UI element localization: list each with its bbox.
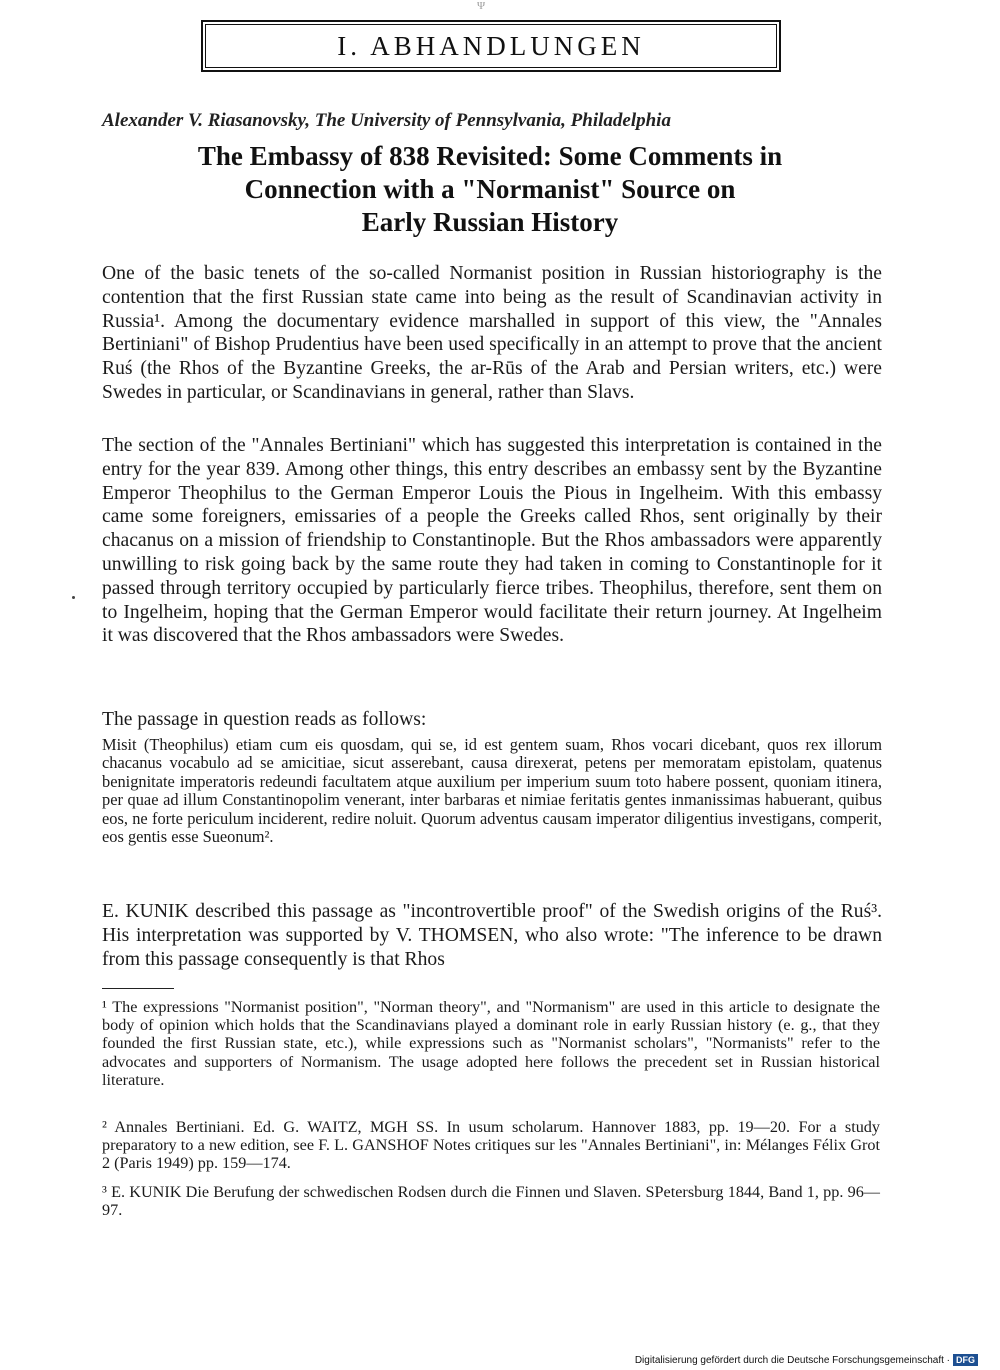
body-paragraph-1: One of the basic tenets of the so-called Normanist position in Russian historiography is the contention that the first Russian state came into being as the result of Scandinavian activity in Russia¹. Among the documentary evidence marshalled in support of this view, the "Annales Bertiniani" of Bishop Prudentius have been used specifically in an attempt to prove that the ancient Ruś (the Rhos of the Byzantine Greeks, the ar-Rūs of the Arab and Persian writers, etc.) were Swedes in particular, or Scandinavians in general, rather than Slavs. bbox=[102, 263, 882, 403]
footnote-1: ¹ The expressions "Normanist position", "Norman theory", and "Normanism" are used in this article to designate the body of opinion which holds that the Scandinavians played a dominant role in early Russian history (e. g., that they founded the first Russian state, etc.), while expressions such as "Normanist scholars", "Normanists" refer to the advocates and supporters of Normanism. The usage adopted here follows the precedent set in Russian historical literature. bbox=[102, 998, 880, 1089]
body-paragraph-4: E. KUNIK described this passage as "incontrovertible proof" of the Swedish origins of the Ruś³. His interpretation was supported by V. THOMSEN, who also wrote: "The inference to be drawn from this passage consequently is that Rhos bbox=[102, 901, 882, 970]
dfg-logo-icon: DFG bbox=[953, 1354, 978, 1366]
section-header-box bbox=[201, 20, 781, 72]
footnote-2: ² Annales Bertiniani. Ed. G. WAITZ, MGH SS. In usum scholarum. Hannover 1883, pp. 19—20. For a study preparatory to a new edition, see F. L. GANSHOF Notes critiques sur les "Annales Bertiniani", in: Mélanges Félix Grot 2 (Paris 1949) pp. 159—174. bbox=[102, 1118, 880, 1173]
footnote-divider bbox=[102, 988, 174, 989]
scan-speck bbox=[72, 596, 75, 599]
footnote-3: ³ E. KUNIK Die Berufung der schwedischen Rodsen durch die Finnen und Slaven. SPetersburg 1844, Band 1, pp. 96—97. bbox=[102, 1183, 880, 1220]
title-line-2: Connection with a "Normanist" Source on bbox=[244, 174, 736, 204]
scan-artifact-mark: Ψ bbox=[476, 0, 488, 12]
title-line-3: Early Russian History bbox=[361, 207, 619, 237]
article-title bbox=[95, 140, 885, 239]
body-paragraph-3: The passage in question reads as follows: bbox=[102, 709, 427, 730]
latin-quotation: Misit (Theophilus) etiam cum eis quosdam, qui se, id est gentem suam, Rhos vocari dicebant, quos rex illorum chacanus vocabulo ad se amicitiae, sicut asserebant, causa direxerat, petens per memoratam epistolam, quatenus benignitate imperatoris redeundi facultatem atque auxilium per imperium suum toto habere possent, quoniam itinera, per quae ad illum Constantinopolim venerant, inter barbaras et nimiae feritatis gentes inmanissimas habuerant, quibus eos, ne forte periculum inciderent, redire noluit. Quorum adventus causam imperator diligentius investigans, comperit, eos gentis esse Sueonum². bbox=[102, 735, 882, 847]
section-title: I. ABHANDLUNGEN bbox=[337, 30, 645, 61]
author-byline: Alexander V. Riasanovsky, The University of Pennsylvania, Philadelphia bbox=[102, 110, 671, 131]
digitization-footer bbox=[635, 1354, 978, 1366]
body-paragraph-2: The section of the "Annales Bertiniani" which has suggested this interpretation is contained in the entry for the year 839. Among other things, this entry describes an embassy sent by the Byzantine Emperor Theophilus to the German Emperor Louis the Pious in Ingelheim. With this embassy came some foreigners, emissaries of a people the Greeks called Rhos, sent originally by their chacanus on a mission of friendship to Constantinople. But the Rhos ambassadors were apparently unwilling to risk going back by the same route they had taken in coming to Constantinople for it passed through territory occupied by particularly fierce tribes. Theophilus, therefore, sent them on to Ingelheim, hoping that the German Emperor would facilitate their return journey. At Ingelheim it was discovered that the Rhos ambassadors were Swedes. bbox=[102, 435, 882, 647]
digitization-note: Digitalisierung gefördert durch die Deutsche Forschungsgemeinschaft · bbox=[634, 1354, 950, 1366]
title-line-1: The Embassy of 838 Revisited: Some Comments in bbox=[197, 141, 783, 171]
